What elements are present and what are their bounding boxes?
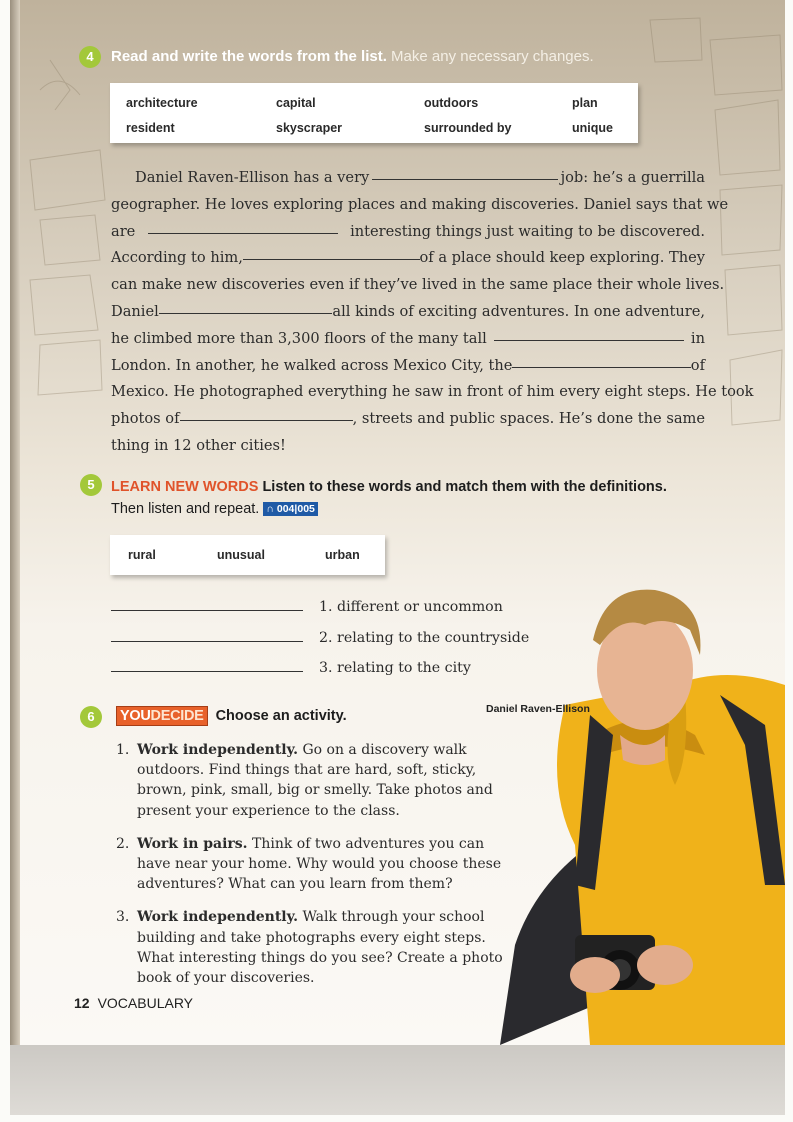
word-item: unique xyxy=(572,121,613,135)
story-text: geographer. He loves exploring places and making discoveries. Daniel says that we xyxy=(111,195,729,213)
story-text: all kinds of exciting adventures. In one adventure, xyxy=(332,302,705,320)
exercise-4-subtitle: Make any necessary changes. xyxy=(391,48,594,65)
photo-caption: Daniel Raven-Ellison xyxy=(486,703,590,715)
activity-text xyxy=(137,834,516,895)
activity-text xyxy=(137,740,516,821)
answer-blank[interactable] xyxy=(180,406,353,421)
activity-lead: Work in pairs. xyxy=(137,835,248,852)
exercise-6-heading xyxy=(116,708,347,724)
gap-fill-story xyxy=(111,165,754,460)
story-text: thing in 12 other cities! xyxy=(111,436,286,454)
story-text: of xyxy=(690,356,705,374)
story-line xyxy=(111,272,725,299)
exercise-5-subtitle: Then listen and repeat. xyxy=(111,501,260,517)
word-item: skyscraper xyxy=(276,121,343,135)
story-text: Daniel xyxy=(111,302,159,320)
page-footer xyxy=(74,995,193,1011)
story-line xyxy=(111,299,705,326)
definition-text: 2. relating to the countryside xyxy=(319,630,530,646)
story-line xyxy=(111,353,705,380)
match-word: unusual xyxy=(217,548,265,562)
exercise-4-heading xyxy=(111,48,594,65)
activity-item xyxy=(116,834,516,895)
answer-blank[interactable] xyxy=(372,165,558,180)
activity-lead: Work independently. xyxy=(137,742,298,758)
word-item: architecture xyxy=(126,96,198,110)
activity-lead: Work independently. xyxy=(137,909,298,926)
match-word: urban xyxy=(325,548,360,562)
audio-track-badge[interactable]: ∩ 004|005 xyxy=(263,502,318,516)
you-decide-tag-a: YOU xyxy=(120,708,151,724)
exercise-5-number: 5 xyxy=(80,474,102,496)
activity-number: 1. xyxy=(116,742,130,758)
learn-new-words-label: LEARN NEW WORDS xyxy=(111,479,259,495)
word-item: plan xyxy=(572,96,598,110)
definition-text: 3. relating to the city xyxy=(319,660,471,676)
story-text: interesting things just waiting to be discovered. xyxy=(350,222,705,240)
activity-body: Walk through your school building and take photographs every eight steps. What interesting things do you see? Create a photo book of your discoveries. xyxy=(137,909,503,987)
word-item: surrounded by xyxy=(424,121,512,135)
story-text: Mexico. He photographed everything he saw in front of him every eight steps. He took xyxy=(111,383,754,401)
word-item: resident xyxy=(126,121,175,135)
exercise-4-number: 4 xyxy=(79,46,101,68)
story-text: London. In another, he walked across Mexico City, the xyxy=(111,356,513,374)
audio-track-a: 004 xyxy=(276,503,295,515)
exercise-6-title: Choose an activity. xyxy=(215,708,347,724)
activity-body: Go on a discovery walk outdoors. Find things that are hard, soft, sticky, brown, pink, small, big or smelly. Take photos and present your experience to the class. xyxy=(137,742,493,819)
answer-blank[interactable] xyxy=(111,596,303,611)
exercise-5-title: Listen to these words and match them with the definitions. xyxy=(262,479,667,495)
story-text: of a place should keep exploring. They xyxy=(419,249,705,267)
answer-blank[interactable] xyxy=(111,657,303,672)
story-line xyxy=(111,326,705,353)
activity-text xyxy=(137,907,516,988)
scan-border xyxy=(10,1045,785,1115)
definition-row xyxy=(111,596,503,615)
story-text: are xyxy=(111,222,136,240)
activity-item xyxy=(116,907,516,988)
word-item: outdoors xyxy=(424,96,479,110)
activity-list xyxy=(116,740,516,1001)
exercise-5-heading xyxy=(111,476,671,520)
section-name: VOCABULARY xyxy=(97,995,194,1011)
activity-body: Think of two adventures you can have near your home. Why would you choose these adventures? What can you learn from them? xyxy=(137,835,502,893)
story-text: can make new discoveries even if they’ve lived in the same place their whole lives. xyxy=(111,276,725,294)
activity-number: 3. xyxy=(116,909,130,926)
answer-blank[interactable] xyxy=(148,219,338,234)
headphones-icon: ∩ xyxy=(266,503,274,515)
you-decide-tag-b: DECIDE xyxy=(150,708,204,724)
story-line xyxy=(111,433,705,460)
you-decide-tag xyxy=(116,706,208,726)
story-text: According to him, xyxy=(111,249,243,267)
story-text: he climbed more than 3,300 floors of the many tall xyxy=(111,329,487,347)
story-text: in xyxy=(690,329,705,347)
story-line xyxy=(111,165,705,192)
exercise-6-number: 6 xyxy=(80,706,102,728)
match-word-box xyxy=(110,535,385,575)
daniel-photo xyxy=(495,585,785,1045)
answer-blank[interactable] xyxy=(494,326,684,341)
story-text: , streets and public spaces. He’s done the same xyxy=(352,410,705,428)
story-text: Daniel Raven-Ellison has a very xyxy=(135,169,370,186)
story-line xyxy=(111,245,705,272)
answer-blank[interactable] xyxy=(512,353,690,368)
story-line xyxy=(111,406,705,433)
word-item: capital xyxy=(276,96,316,110)
story-text: job: he’s a guerrilla xyxy=(560,169,705,186)
definition-text: 1. different or uncommon xyxy=(319,599,503,615)
answer-blank[interactable] xyxy=(111,627,303,642)
definition-row xyxy=(111,657,471,676)
activity-item xyxy=(116,740,516,821)
story-text: photos of xyxy=(111,410,180,428)
story-line xyxy=(111,192,729,219)
activity-number: 2. xyxy=(116,835,130,852)
word-list-box xyxy=(110,83,638,143)
definition-row xyxy=(111,627,529,646)
page-fold xyxy=(10,0,20,1045)
answer-blank[interactable] xyxy=(243,245,420,260)
story-line xyxy=(111,379,754,406)
audio-track-b: 005 xyxy=(297,503,315,515)
story-line xyxy=(111,219,705,246)
answer-blank[interactable] xyxy=(159,299,333,314)
match-word: rural xyxy=(128,548,156,562)
exercise-4-title: Read and write the words from the list. xyxy=(111,48,387,65)
page-number: 12 xyxy=(74,995,90,1011)
